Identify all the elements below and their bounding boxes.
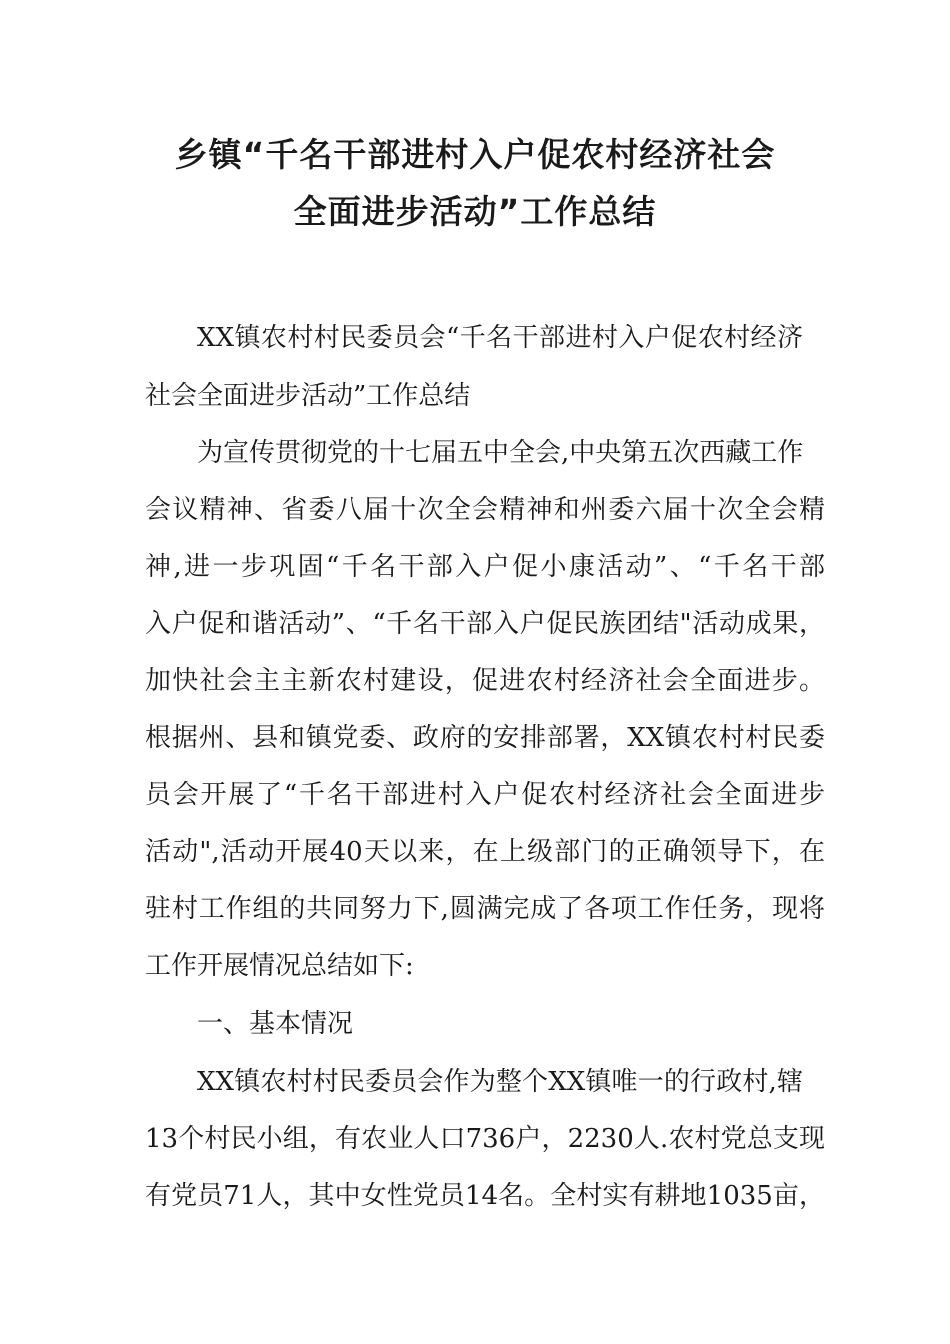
document-title-line-2: 全面进步活动”工作总结 <box>293 192 657 231</box>
document-title-line-1: 乡镇“千名干部进村入户促农村经济社会 <box>174 135 776 174</box>
subtitle-line-2: 社会全面进步活动”工作总结 <box>145 381 471 411</box>
paragraph-line: XX镇农村村民委员会作为整个XX镇唯一的行政村,辖 <box>197 1067 803 1097</box>
paragraph-line: 13个村民小组，有农业人口736户，2230人.农村党总支现 <box>145 1124 825 1154</box>
paragraph-line: 员会开展了“千名干部进村入户促农村经济社会全面进步 <box>145 780 825 810</box>
paragraph-line: 入户促和谐活动”、“千名干部入户促民族团结"活动成果， <box>145 609 825 639</box>
paragraph-line: 工作开展情况总结如下: <box>145 951 414 981</box>
paragraph-line: 驻村工作组的共同努力下,圆满完成了各项工作任务，现将 <box>145 894 825 924</box>
paragraph-line: 活动",活动开展40天以来，在上级部门的正确领导下，在 <box>145 837 825 867</box>
paragraph-line: 会议精神、省委八届十次全会精神和州委六届十次全会精 <box>145 495 825 525</box>
paragraph-line: 加快社会主主新农村建设，促进农村经济社会全面进步。 <box>145 666 825 696</box>
paragraph-line: 根据州、县和镇党委、政府的安排部署，XX镇农村村民委 <box>145 723 825 753</box>
paragraph-line: 神,进一步巩固“千名干部入户促小康活动”、“千名干部 <box>145 552 825 582</box>
subtitle-line-1: XX镇农村村民委员会“千名干部进村入户促农村经济 <box>197 323 803 353</box>
section-heading: 一、基本情况 <box>197 1009 354 1039</box>
paragraph-line: 为宣传贯彻党的十七届五中全会,中央第五次西藏工作 <box>197 438 804 468</box>
paragraph-line: 有党员71人，其中女性党员14名。全村实有耕地1035亩， <box>145 1181 825 1211</box>
